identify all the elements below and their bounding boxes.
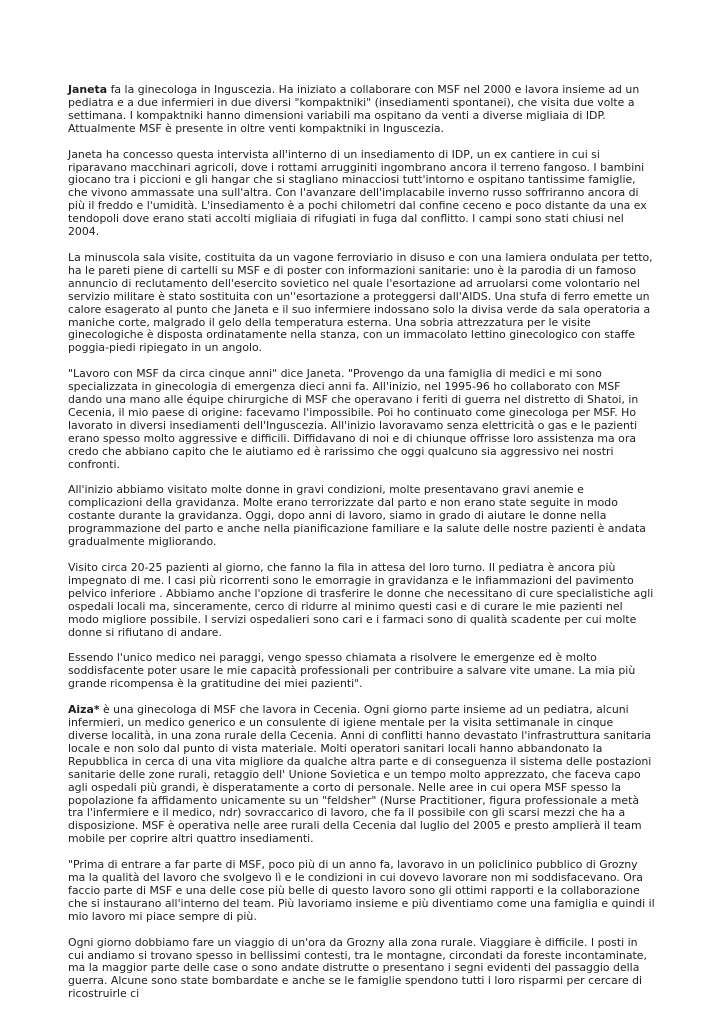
- person-name: Janeta: [68, 83, 108, 96]
- paragraph-only-doctor: [68, 652, 656, 691]
- paragraph-visit-room: [68, 252, 656, 355]
- paragraph-aiza-intro: [68, 704, 656, 846]
- paragraph-janeta-quote: [68, 368, 656, 471]
- paragraph-text: fa la ginecologa in Inguscezia. Ha iniziato a collaborare con MSF nel 2000 e lavora insieme ad un pediatra e a due infermieri in due diversi "kompaktniki" (insediamenti spontanei), che visita due volte a settimana. I kompaktniki hanno dimensioni variabili ma ospitano da venti a diverse migliaia di IDP. Attualmente MSF è presente in oltre venti kompaktniki in Inguscezia.: [68, 83, 640, 135]
- paragraph-aiza-quote: [68, 859, 656, 924]
- paragraph-text: All'inizio abbiamo visitato molte donne in gravi condizioni, molte presentavano gravi anemie e complicazioni della gravidanza. Molte erano terrorizzate dal parto e non erano state seguite in modo costante durante la gravidanza. Oggi, dopo anni di lavoro, siamo in grado di aiutare le donne nella programmazione del parto e anche nella pianificazione familiare e la salute delle nostre pazienti è andata gradualmente migliorando.: [68, 483, 646, 549]
- person-name: Aiza*: [68, 703, 100, 717]
- paragraph-text: Visito circa 20-25 pazienti al giorno, che fanno la fila in attesa del loro turno. Il pediatra è ancora più impegnato di me. I casi più ricorrenti sono le emorragie in gravidanza e le infiammazioni del pavimento pelvico inferiore . Abbiamo anche l'opzione di trasferire le donne che necessitano di cure specialistiche agli ospedali locali ma, sinceramente, cerco di ridurre al minimo questi casi e di curare le mie pazienti nel modo migliore possibile. I servizi ospedalieri sono cari e i farmaci sono di qualità scadente per cui molte donne si rifiutano di andare.: [68, 561, 654, 639]
- paragraph-text: è una ginecologa di MSF che lavora in Cecenia. Ogni giorno parte insieme ad un pediatra, alcuni infermieri, un medico generico e un consulente di igiene mentale per la visita settimanale in cinque diverse località, in una zona rurale della Cecenia. Anni di conflitti hanno devastato l'infrastruttura sanitaria locale e non solo dal punto di vista materiale. Molti operatori sanitari locali hanno abbandonato la Repubblica in cerca di una vita migliore da qualche altra parte e di conseguenza il sistema delle postazioni sanitarie delle zone rurali, retaggio dell' Unione Sovietica e un tempo molto apprezzato, che faceva capo agli ospedali più grandi, è disperatamente a corto di personale. Nelle aree in cui opera MSF spesso la popolazione fa affidamento unicamente su un "feldsher" (Nurse Practitioner, figura professionale a metà tra l'infermiere e il medico, ndr) sovraccarico di lavoro, che fa il possibile con gli scarsi mezzi che ha a disposizione. MSF è operativa nelle aree rurali della Cecenia dal luglio del 2005 e presto amplierà il team mobile per coprire altri quattro insediamenti.: [68, 703, 652, 846]
- paragraph-janeta-intro: [68, 84, 656, 136]
- paragraph-daily-visits: [68, 562, 656, 639]
- paragraph-settlement: [68, 149, 656, 239]
- paragraph-text: Essendo l'unico medico nei paraggi, vengo spesso chiamata a risolvere le emergenze ed è molto soddisfacente poter usare le mie capacità professionali per contribuire a salvare vite umane. La mia più grande ricompensa è la gratitudine dei miei pazienti".: [68, 651, 636, 691]
- paragraph-early-patients: [68, 484, 656, 549]
- paragraph-text: La minuscola sala visite, costituita da un vagone ferroviario in disuso e con una lamiera ondulata per tetto, ha le pareti piene di cartelli su MSF e di poster con informazioni sanitarie: uno è la parodia di un famoso annuncio di reclutamento dell'esercito sovietico nel quale l'esortazione ad arruolarsi come volontario nel servizio militare è stato sostituita con un''esortazione a proteggersi dall'AIDS. Una stufa di ferro emette un calore esagerato al punto che Janeta e il suo infermiere indossano solo la divisa verde da sala operatoria a maniche corte, malgrado il gelo della temperatura esterna. Una sobria attrezzatura per le visite ginecologiche è disposta ordinatamente nella stanza, con un immacolato lettino ginecologico con staffe poggia-piedi ripiegato in un angolo.: [68, 250, 653, 355]
- paragraph-daily-trip: [68, 937, 656, 1002]
- document-body: [68, 84, 656, 1014]
- paragraph-text: Ogni giorno dobbiamo fare un viaggio di un'ora da Grozny alla zona rurale. Viaggiare è difficile. I posti in cui andiamo si trovano spesso in bellissimi contesti, tra le montagne, circondati da foreste incontaminate, ma la maggior parte delle case o sono andate distrutte o presentano i segni evidenti del passaggio della guerra. Alcune sono state bombardate e anche se le famiglie spendono tutti i loro risparmi per cercare di ricostruirle ci: [68, 935, 647, 1001]
- paragraph-text: "Lavoro con MSF da circa cinque anni" dice Janeta. "Provengo da una famiglia di medici e mi sono specializzata in ginecologia di emergenza dieci anni fa. All'inizio, nel 1995-96 ho collaborato con MSF dando una mano alle équipe chirurgiche di MSF che operavano i feriti di guerra nel distretto di Shatoi, in Cecenia, il mio paese di origine: facevamo l'impossibile. Poi ho continuato come ginecologa per MSF. Ho lavorato in diversi insediamenti dell'Inguscezia. All'inizio lavoravamo senza elettricità o gas e le pazienti erano spesso molto aggressive e difficili. Diffidavano di noi e di chiunque offrisse loro assistenza ma ora credo che abbiano capito che le aiutiamo ed è rarissimo che oggi qualcuno sia aggressivo nei nostri confronti.: [68, 367, 639, 471]
- paragraph-text: Janeta ha concesso questa intervista all'interno di un insediamento di IDP, un ex cantiere in cui si riparavano macchinari agricoli, dove i rottami arrugginiti ingombrano ancora il terreno fangoso. I bambini giocano tra i piccioni e gli hangar che si stagliano minacciosi tutt'intorno e ospitano tantissime famiglie, che vivono ammassate una sull'altra. Con l'avanzare dell'implacabile inverno russo soffriranno ancora di più il freddo e l'umidità. L'insediamento è a pochi chilometri dal confine ceceno e poco distante da una ex tendopoli dove erano stati accolti migliaia di rifugiati in fuga dal conflitto. I campi sono stati chiusi nel 2004.: [68, 147, 647, 239]
- paragraph-text: "Prima di entrare a far parte di MSF, poco più di un anno fa, lavoravo in un policlinico pubblico di Grozny ma la qualità del lavoro che svolgevo lì e le condizioni in cui dovevo lavorare non mi soddisfacevano. Ora faccio parte di MSF e una delle cose più belle di questo lavoro sono gli ottimi rapporti e la collaborazione che si instaurano all'interno del team. Più lavoriamo insieme e più diventiamo come una famiglia e quindi il mio lavoro mi piace sempre di più.: [68, 858, 655, 923]
